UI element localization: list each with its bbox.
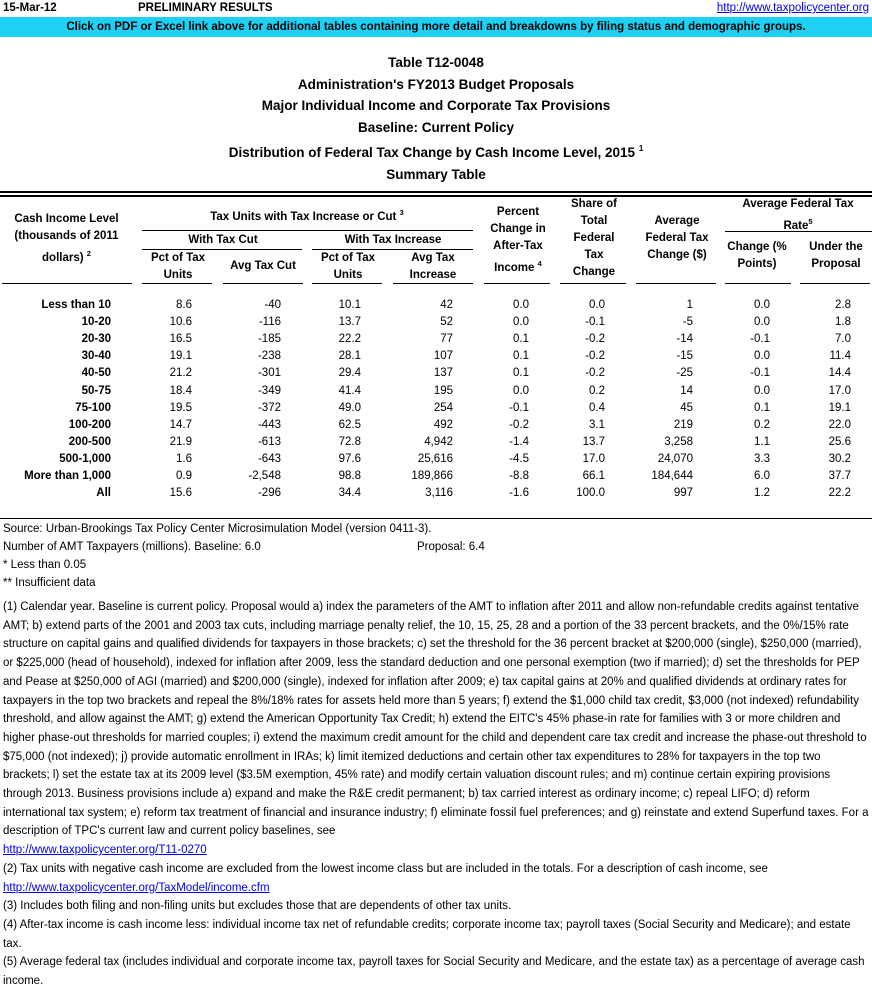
cell-avg-inc: 492	[433, 418, 453, 431]
income-level-label: 40-50	[81, 367, 111, 380]
col-header-rate-change: Change (% Points)	[727, 241, 787, 270]
cell-share: -0.1	[585, 316, 605, 329]
cell-pct-inc: 22.2	[338, 333, 361, 346]
table-row	[0, 350, 872, 367]
col-header-pct-inc: Pct of Tax Units	[320, 252, 376, 281]
income-level-label: More than 1,000	[24, 470, 111, 482]
cell-share: 17.0	[582, 452, 605, 465]
cell-avg-change: -14	[676, 333, 693, 346]
cell-avg-change: 184,644	[651, 470, 693, 482]
cell-share: 0.2	[589, 384, 605, 397]
rule	[636, 283, 716, 284]
col-header-rate-under: Under the Proposal	[809, 241, 863, 270]
col-header-avg-cut: Avg Tax Cut	[230, 260, 296, 272]
amt-baseline: Number of AMT Taxpayers (millions). Baseline: 6.0	[3, 541, 261, 553]
rule	[223, 283, 303, 284]
cell-share: 0.4	[589, 401, 605, 414]
cell-avg-change: -15	[676, 350, 693, 363]
footnote-3: (3) Includes both filing and non-filing units but excludes those that are dependents of other tax units.	[3, 900, 512, 913]
cell-rate-change: 3.3	[754, 452, 770, 465]
cell-pct-inc: 72.8	[338, 435, 361, 448]
cell-pct-inc: 41.4	[338, 384, 361, 397]
cell-rate-change: 1.1	[754, 435, 770, 448]
table-row	[0, 453, 872, 470]
rule	[312, 283, 382, 284]
cell-avg-inc: 77	[440, 333, 453, 346]
title-line-5: Distribution of Federal Tax Change by Cash Income Level, 2015 $^1$	[228, 144, 644, 160]
cell-rate-change: 0.0	[754, 316, 770, 329]
col-group-tax-units: Tax Units with Tax Increase or Cut $^3$	[210, 208, 404, 223]
cell-avg-change: 24,070	[657, 452, 693, 465]
cell-avg-cut: -613	[257, 435, 281, 448]
cell-rate-under: 7.0	[835, 333, 851, 346]
income-level-label: 20-30	[81, 333, 111, 346]
col-header-avg-fed-change: Average Federal Tax Change ($)	[645, 215, 709, 261]
cell-avg-inc: 195	[433, 384, 453, 397]
title-line-4: Baseline: Current Policy	[357, 119, 515, 135]
cell-pct-cut: 10.6	[169, 316, 192, 329]
cell-avg-change: 219	[673, 418, 693, 431]
cell-rate-under: 25.6	[828, 435, 851, 448]
cell-pct-cut: 15.6	[169, 487, 192, 500]
cell-pct-aftertax: 0.0	[513, 299, 529, 311]
income-level-label: 100-200	[68, 418, 111, 431]
cell-avg-cut: -443	[257, 418, 281, 431]
income-level-label: 50-75	[81, 384, 111, 397]
cell-avg-change: 1	[686, 299, 693, 311]
top-bar	[0, 0, 872, 17]
cell-rate-change: 0.0	[754, 384, 770, 397]
cell-avg-inc: 3,116	[425, 487, 453, 500]
cell-avg-inc: 52	[440, 316, 453, 329]
cell-share: 66.1	[582, 470, 605, 482]
col-header-share-total: Share of Total Federal Tax Change	[570, 198, 617, 278]
cell-share: -0.2	[585, 367, 605, 380]
cell-pct-inc: 29.4	[338, 367, 361, 380]
cell-share: 3.1	[589, 418, 605, 431]
col-header-avg-inc: Avg Tax Increase	[409, 252, 457, 281]
rule	[142, 230, 473, 231]
rule	[2, 283, 132, 284]
cell-avg-change: -25	[676, 367, 693, 380]
cell-pct-aftertax: -0.2	[509, 418, 529, 431]
table-row	[0, 402, 872, 419]
cell-rate-change: 0.2	[754, 418, 770, 431]
cell-avg-change: 997	[673, 487, 693, 500]
col-header-pct-cut: Pct of Tax Units	[150, 252, 206, 281]
cell-rate-change: 0.0	[754, 299, 770, 311]
table-row	[0, 385, 872, 402]
cell-rate-under: 22.2	[828, 487, 851, 500]
table-row	[0, 487, 872, 504]
cell-avg-change: 14	[680, 384, 693, 397]
cell-avg-cut: -238	[257, 350, 281, 363]
tpc-home-link[interactable]: http://www.taxpolicycenter.org	[716, 2, 869, 14]
cell-share: -0.2	[585, 333, 605, 346]
table-titles	[0, 52, 872, 185]
header-top-rule	[0, 191, 872, 193]
col-header-income-level: Cash Income Level (thousands of 2011 dollars) $^2$	[14, 213, 119, 264]
footnote-5: (5) Average federal tax (includes individual and corporate income tax, payroll taxes for Social Security and Medicare, and the estate tax) as a percentage of average cash income.	[3, 956, 865, 988]
cell-share: 100.0	[576, 487, 605, 500]
cell-avg-cut: -301	[257, 367, 281, 380]
cell-pct-aftertax: 0.0	[513, 316, 529, 329]
cell-pct-inc: 28.1	[338, 350, 361, 363]
cell-avg-cut: -40	[264, 299, 281, 311]
footnote-2: (2) Tax units with negative cash income are excluded from the lowest income class but are included in the totals. For a description of cash income, see	[3, 862, 768, 875]
cell-pct-aftertax: -1.6	[509, 487, 529, 500]
footnotes	[3, 598, 869, 991]
cell-rate-change: 1.2	[754, 487, 770, 500]
source-note: Source: Urban-Brookings Tax Policy Center Microsimulation Model (version 0411-3).	[3, 523, 432, 535]
cell-pct-aftertax: 0.0	[513, 384, 529, 397]
table-bottom-rule	[0, 518, 872, 519]
title-line-2: Administration's FY2013 Budget Proposals	[297, 76, 575, 92]
cell-avg-change: 45	[680, 401, 693, 414]
cell-rate-under: 37.7	[828, 470, 851, 482]
rule	[142, 283, 212, 284]
title-line-6: Summary Table	[386, 166, 486, 182]
cell-pct-inc: 10.1	[338, 299, 361, 311]
cell-avg-cut: -2,548	[248, 470, 281, 482]
income-level-label: All	[96, 487, 111, 500]
cell-rate-change: -0.1	[750, 367, 770, 380]
cell-pct-inc: 49.0	[338, 401, 361, 414]
cell-avg-change: 3,258	[664, 435, 693, 448]
cell-avg-cut: -185	[257, 333, 281, 346]
cell-pct-cut: 0.9	[176, 470, 192, 482]
cell-pct-cut: 14.7	[169, 418, 192, 431]
cell-avg-cut: -643	[257, 452, 281, 465]
cell-pct-aftertax: -0.1	[509, 401, 529, 414]
cell-pct-aftertax: -8.8	[509, 470, 529, 482]
table-id: Table T12-0048	[388, 55, 484, 70]
cell-pct-aftertax: 0.1	[513, 367, 529, 380]
cell-share: 0.0	[589, 299, 605, 311]
table-row	[0, 470, 872, 487]
status-label: PRELIMINARY RESULTS	[138, 2, 273, 14]
cell-pct-cut: 21.9	[169, 435, 192, 448]
baseline-link[interactable]: http://www.taxpolicycenter.org/T11-0270	[3, 844, 207, 857]
cell-avg-inc: 42	[440, 299, 453, 311]
cell-rate-under: 30.2	[828, 452, 851, 465]
table-row	[0, 419, 872, 436]
cell-avg-inc: 4,942	[424, 435, 453, 448]
cell-rate-change: -0.1	[750, 333, 770, 346]
rule	[484, 283, 550, 284]
cell-rate-under: 14.4	[828, 367, 851, 380]
cell-pct-inc: 98.8	[338, 470, 361, 482]
rule	[725, 283, 791, 284]
cell-pct-inc: 62.5	[338, 418, 361, 431]
cell-avg-inc: 137	[433, 367, 453, 380]
cell-rate-under: 11.4	[829, 350, 851, 363]
cell-avg-cut: -296	[257, 487, 281, 500]
info-banner: Click on PDF or Excel link above for additional tables containing more detail and breakdowns by filing status and demographic groups.	[0, 17, 872, 37]
cell-pct-cut: 8.6	[176, 299, 192, 311]
income-level-label: 500-1,000	[59, 452, 111, 465]
col-header-pct-aftertax: Percent Change in After-Tax Income $^4$	[490, 206, 546, 274]
cell-pct-aftertax: 0.1	[513, 350, 529, 363]
report-date: 15-Mar-12	[3, 2, 57, 14]
cell-avg-cut: -116	[258, 316, 281, 329]
income-level-label: 200-500	[68, 435, 111, 448]
rule	[393, 283, 473, 284]
table-row	[0, 367, 872, 384]
amt-proposal: Proposal: 6.4	[417, 541, 485, 553]
cell-rate-change: 0.1	[754, 401, 770, 414]
rule	[725, 231, 872, 232]
cell-pct-cut: 19.5	[169, 401, 192, 414]
table-row	[0, 333, 872, 350]
cell-pct-cut: 1.6	[176, 452, 192, 465]
cell-pct-aftertax: -4.5	[509, 452, 529, 465]
cell-avg-cut: -349	[257, 384, 281, 397]
table-row	[0, 436, 872, 453]
income-level-label: 10-20	[81, 316, 111, 329]
rule	[800, 283, 870, 284]
cell-avg-change: -5	[682, 316, 693, 329]
footnote-1: (1) Calendar year. Baseline is current policy. Proposal would a) index the parameters of the AMT to inflation after 2011 and allow non-refundable credits against tentative AMT; b) extend parts of the 2001 and 2003 tax cuts, including marriage penalty relief, the 10, 15, 25, 28 and a portion of the 33 percent brackets, and the 0%/15% rate structure on capital gains and qualified dividends for taxpayers in those brackets; c) set the threshold for the 36 percent bracket at $200,000 (single), $250,000 (married), or $225,000 (head of household), indexed for inflation after 2009, less the standard deduction and one personal exemption (two if married); d) set the thresholds for PEP and Pease at $250,000 of AGI (married) and $200,000 (single), indexed for inflation after 2009; e) tax capital gains at 20% and qualified dividends at ordinary rates for taxpayers in the top two brackets and repeal the 8%/18% rates for assets held more than 5 years; f) extend the $1,000 child tax credit, $3,000 (not indexed) refundability threshold, and allow against the AMT; g) extend the American Opportunity Tax Credit; h) extend the EITC's 45% phase-in rate for families with 3 or more children and higher phase-out thresholds for married couples; i) extend the maximum credit amount for the child and dependent care tax credit and increase the phase-out threshold to $75,000 (not indexed); j) provide automatic enrollment in IRAs; k) limit itemized deductions and certain other tax expenditures to 28% for taxpayers in the top two brackets; l) set the estate tax at its 2009 level ($3.5M exemption, 45% rate) and modify certain valuation discount rules; and m) continue certain expiring provisions through 2013. Business provisions include a) expand and make the R&E credit permanent; b) tax carried interest as ordinary income; c) repeal LIFO; d) reform international tax system; e) reform tax treatment of financial and insurance industry; f) eliminate fossil fuel preferences; and g) reinstate and extend Superfund taxes. For a description of TPC's current law and current policy baselines, see	[3, 601, 869, 838]
cell-pct-aftertax: -1.4	[509, 435, 529, 448]
cell-avg-inc: 189,866	[411, 470, 453, 482]
income-level-label: Less than 10	[41, 299, 111, 311]
footnote-4: (4) After-tax income is cash income less: individual income tax net of refundable credits; corporate income tax; payroll taxes (Social Security and Medicare); and estate tax.	[3, 918, 851, 950]
col-group-avg-rate: Average Federal Tax Rate$^5$	[742, 198, 854, 232]
cell-pct-inc: 97.6	[338, 452, 361, 465]
cell-pct-cut: 21.2	[169, 367, 192, 380]
cell-share: 13.7	[582, 435, 605, 448]
double-star-note: ** Insufficient data	[3, 577, 96, 589]
star-note: * Less than 0.05	[3, 559, 87, 571]
cell-rate-under: 22.0	[828, 418, 851, 431]
cash-income-link[interactable]: http://www.taxpolicycenter.org/TaxModel/income.cfm	[3, 881, 270, 894]
cell-rate-under: 17.0	[828, 384, 851, 397]
table-row	[0, 299, 872, 316]
cell-pct-aftertax: 0.1	[513, 333, 529, 346]
cell-pct-inc: 13.7	[338, 316, 361, 329]
rule	[560, 283, 626, 284]
cell-rate-under: 19.1	[828, 401, 851, 414]
cell-rate-under: 2.8	[835, 299, 851, 311]
subgroup-with-tax-cut: With Tax Cut	[188, 234, 258, 246]
title-line-3: Major Individual Income and Corporate Tax Provisions	[261, 98, 611, 113]
table-row	[0, 316, 872, 333]
cell-rate-under: 1.8	[835, 316, 851, 329]
cell-pct-cut: 18.4	[169, 384, 192, 397]
cell-avg-inc: 107	[433, 350, 453, 363]
cell-avg-cut: -372	[257, 401, 281, 414]
cell-avg-inc: 254	[433, 401, 453, 414]
cell-pct-inc: 34.4	[338, 487, 361, 500]
cell-rate-change: 0.0	[754, 350, 770, 363]
income-level-label: 30-40	[81, 350, 111, 363]
subgroup-with-tax-increase: With Tax Increase	[344, 234, 442, 246]
cell-pct-cut: 19.1	[169, 350, 192, 363]
cell-rate-change: 6.0	[754, 470, 770, 482]
cell-share: -0.2	[585, 350, 605, 363]
cell-avg-inc: 25,616	[417, 452, 453, 465]
cell-pct-cut: 16.5	[169, 333, 192, 346]
income-level-label: 75-100	[75, 401, 111, 414]
